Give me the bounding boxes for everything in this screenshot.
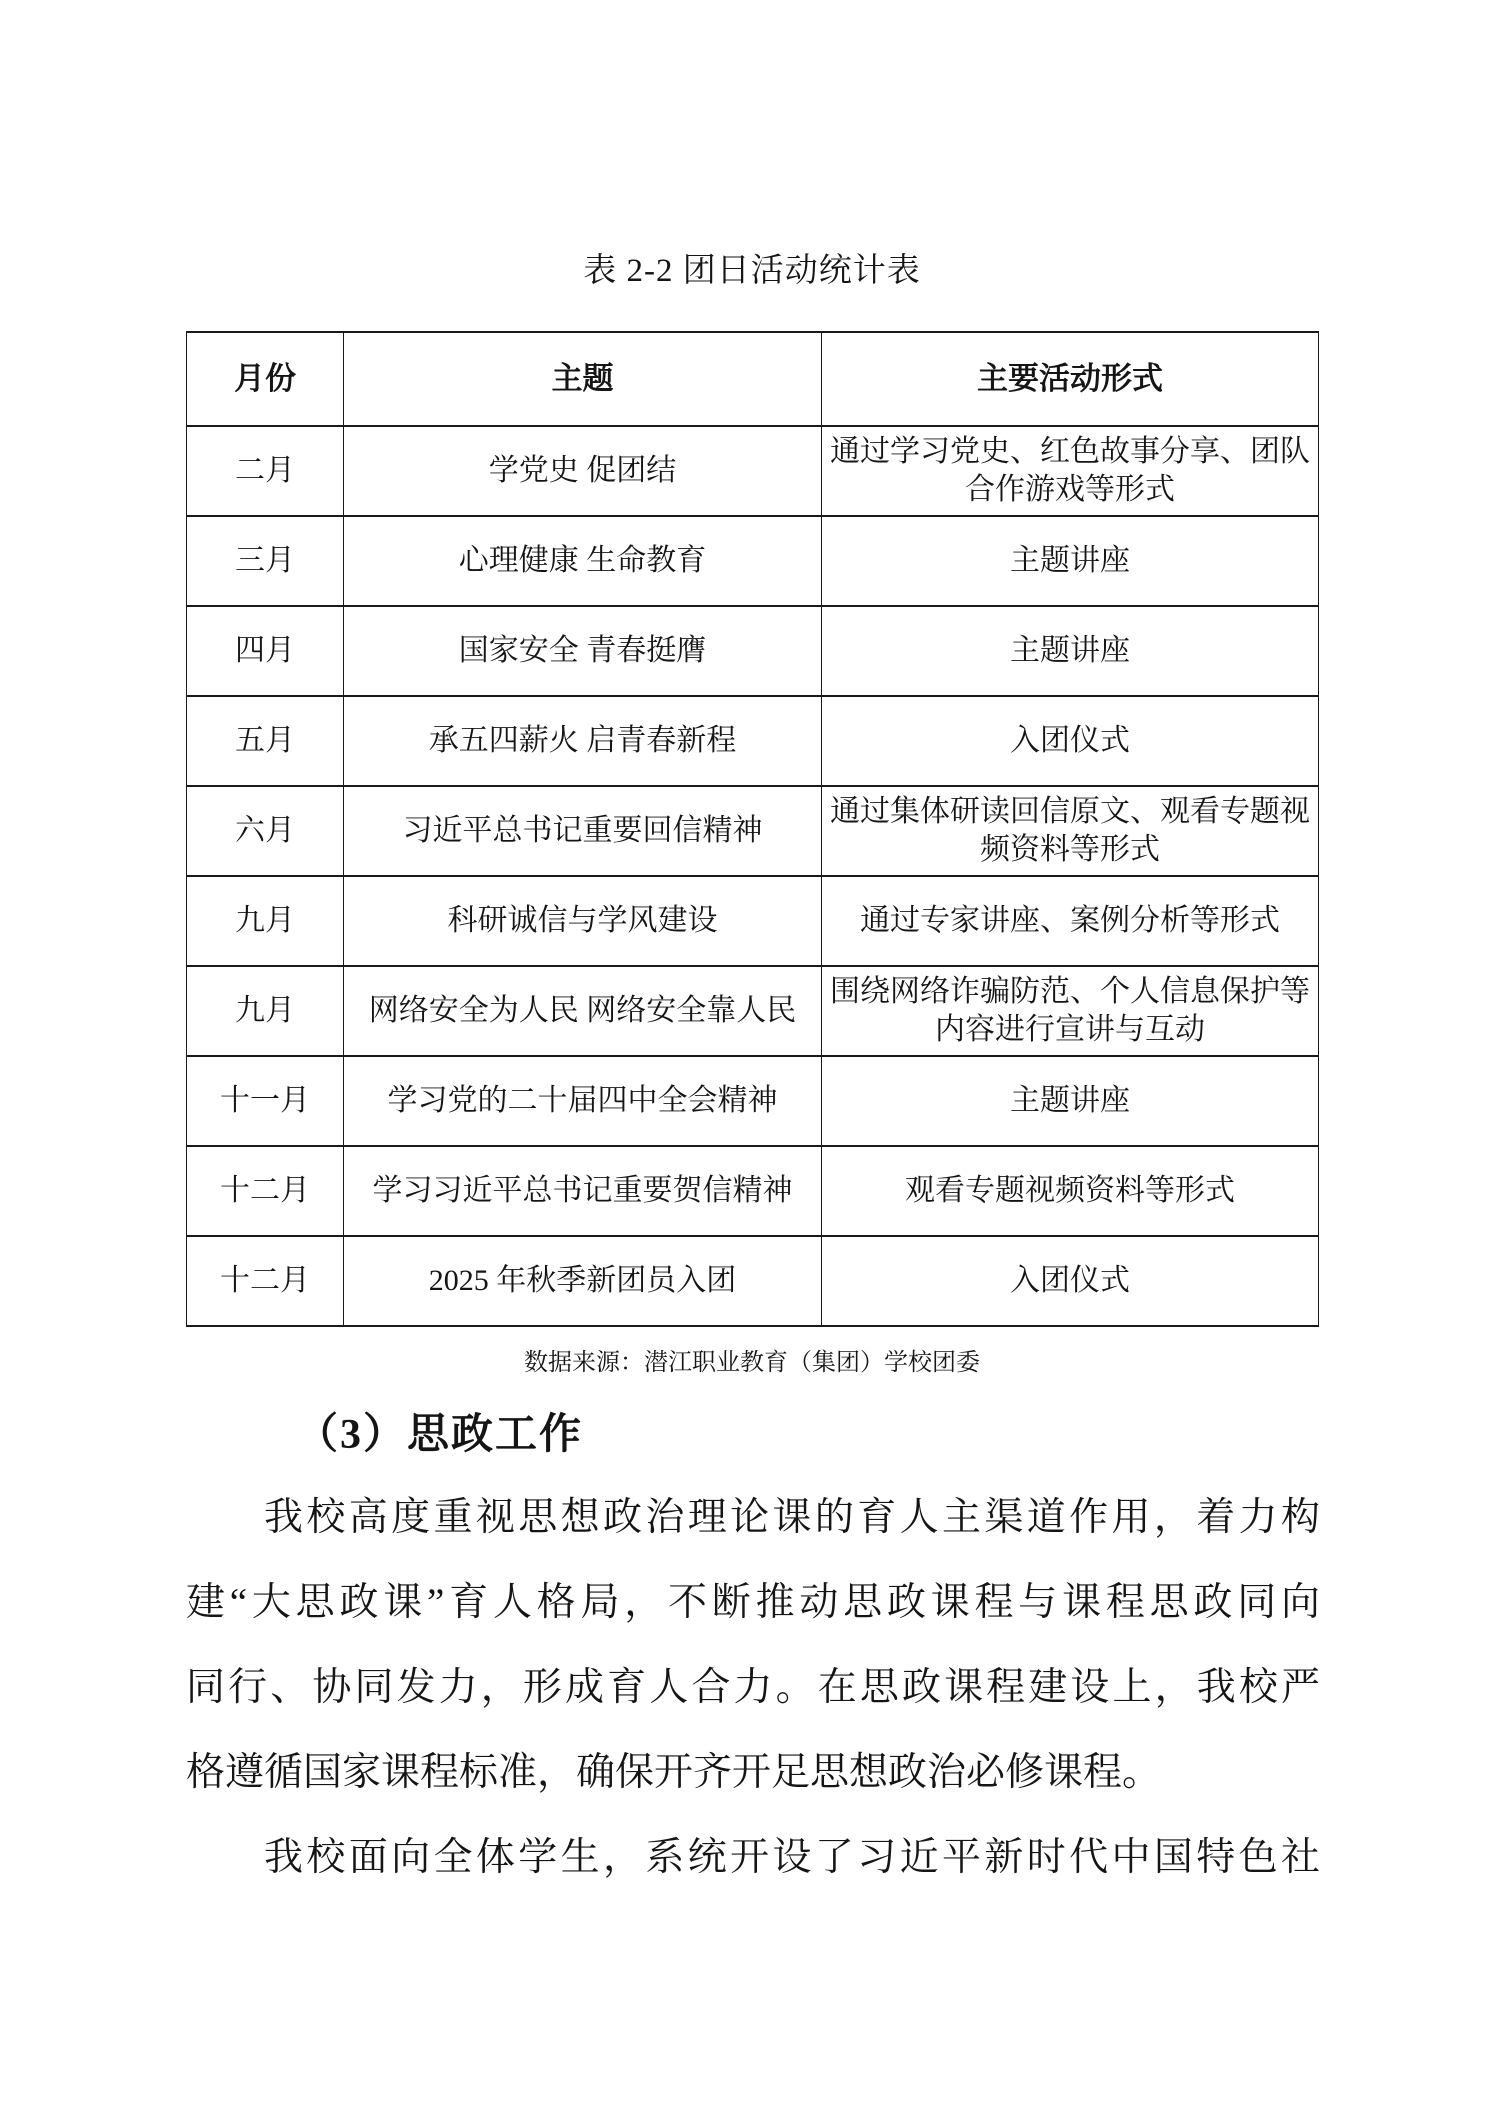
activity-cell: 入团仪式 <box>822 696 1319 786</box>
table-row <box>187 966 1319 1056</box>
paragraph <box>186 1815 1320 1900</box>
table-row <box>187 606 1319 696</box>
month-cell: 五月 <box>187 696 344 786</box>
table-row <box>187 1236 1319 1326</box>
body-text <box>186 1395 1320 1900</box>
theme-cell: 心理健康 生命教育 <box>344 516 822 606</box>
month-cell: 十二月 <box>187 1236 344 1326</box>
activity-cell: 入团仪式 <box>822 1236 1319 1326</box>
month-cell: 四月 <box>187 606 344 696</box>
theme-cell: 学习党的二十届四中全会精神 <box>344 1056 822 1146</box>
paragraph-line: 我校高度重视思想政治理论课的育人主渠道作用，着力构 <box>264 1496 1320 1539</box>
table-title: 表 2-2 团日活动统计表 <box>583 253 921 289</box>
paragraph <box>186 1475 1320 1815</box>
month-cell: 二月 <box>187 426 344 516</box>
data-source-note: 数据来源：潜江职业教育（集团）学校团委 <box>524 1350 980 1376</box>
table-header-cell: 主要活动形式 <box>822 332 1319 426</box>
section-heading: （3）思政工作 <box>296 1412 584 1458</box>
month-cell: 九月 <box>187 876 344 966</box>
theme-cell: 科研诚信与学风建设 <box>344 876 822 966</box>
theme-cell: 习近平总书记重要回信精神 <box>344 786 822 876</box>
month-cell: 九月 <box>187 966 344 1056</box>
table-row <box>187 332 1319 426</box>
table-row <box>187 876 1319 966</box>
table-row <box>187 1056 1319 1146</box>
activity-cell: 通过集体研读回信原文、观看专题视频资料等形式 <box>822 786 1319 876</box>
table-row <box>187 1146 1319 1236</box>
activity-cell: 围绕网络诈骗防范、个人信息保护等内容进行宣讲与互动 <box>822 966 1319 1056</box>
theme-cell: 2025 年秋季新团员入团 <box>344 1236 822 1326</box>
activity-cell: 主题讲座 <box>822 606 1319 696</box>
table-header-cell: 主题 <box>344 332 822 426</box>
month-cell: 六月 <box>187 786 344 876</box>
month-cell: 三月 <box>187 516 344 606</box>
activity-cell: 观看专题视频资料等形式 <box>822 1146 1319 1236</box>
month-cell: 十二月 <box>187 1146 344 1236</box>
table-row <box>187 426 1319 516</box>
month-cell: 十一月 <box>187 1056 344 1146</box>
table-row <box>187 786 1319 876</box>
activity-table <box>186 331 1319 1327</box>
paragraph-line: 我校面向全体学生，系统开设了习近平新时代中国特色社 <box>264 1836 1320 1879</box>
activity-cell: 通过学习党史、红色故事分享、团队合作游戏等形式 <box>822 426 1319 516</box>
table-row <box>187 516 1319 606</box>
paragraph-line: 建“大思政课”育人格局，不断推动思政课程与课程思政同向 <box>186 1581 1320 1624</box>
table-body <box>187 426 1319 1326</box>
theme-cell: 网络安全为人民 网络安全靠人民 <box>344 966 822 1056</box>
table-row <box>187 696 1319 786</box>
body-paragraphs <box>186 1475 1320 1900</box>
table-header-cell: 月份 <box>187 332 344 426</box>
paragraph-line: 同行、协同发力，形成育人合力。在思政课程建设上，我校严 <box>186 1666 1320 1709</box>
activity-cell: 主题讲座 <box>822 1056 1319 1146</box>
table-header-row <box>187 332 1319 426</box>
paragraph-line: 格遵循国家课程标准，确保开齐开足思想政治必修课程。 <box>186 1751 1162 1794</box>
theme-cell: 学党史 促团结 <box>344 426 822 516</box>
activity-cell: 通过专家讲座、案例分析等形式 <box>822 876 1319 966</box>
theme-cell: 承五四薪火 启青春新程 <box>344 696 822 786</box>
theme-cell: 国家安全 青春挺膺 <box>344 606 822 696</box>
theme-cell: 学习习近平总书记重要贺信精神 <box>344 1146 822 1236</box>
activity-cell: 主题讲座 <box>822 516 1319 606</box>
